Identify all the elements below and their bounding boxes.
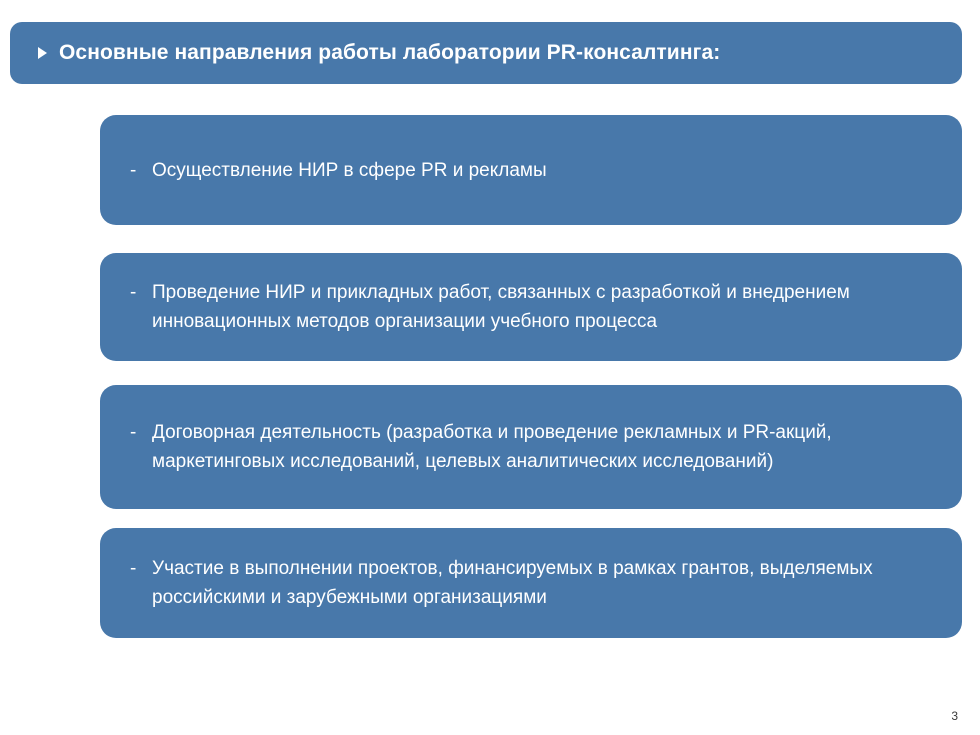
content-row [130,278,928,336]
list-marker: - [130,422,137,443]
triangle-right-icon [38,47,47,59]
content-box-3 [100,385,962,509]
list-item-text: Осуществление НИР в сфере PR и рекламы [152,159,547,181]
content-row [130,418,928,476]
list-item-text: Участие в выполнении проектов, финансируемых в рамках грантов, выделяемых российскими и зарубежными организациями [152,558,873,608]
page-number: 3 [951,709,958,723]
list-marker: - [130,159,137,181]
list-item-text: Договорная деятельность (разработка и проведение рекламных и PR-акций, маркетинговых исследований, целевых аналитических исследований) [152,422,832,472]
content-row [130,156,928,185]
slide-title-banner [10,22,962,84]
list-item-text: Проведение НИР и прикладных работ, связанных с разработкой и внедрением инновационных методов организации учебного процесса [152,282,850,332]
page-title: Основные направления работы лаборатории PR-консалтинга: [59,41,721,65]
content-box-2 [100,253,962,361]
list-marker: - [130,558,137,579]
content-box-4 [100,528,962,638]
list-marker: - [130,282,137,303]
content-row [130,554,928,612]
content-box-1 [100,115,962,225]
